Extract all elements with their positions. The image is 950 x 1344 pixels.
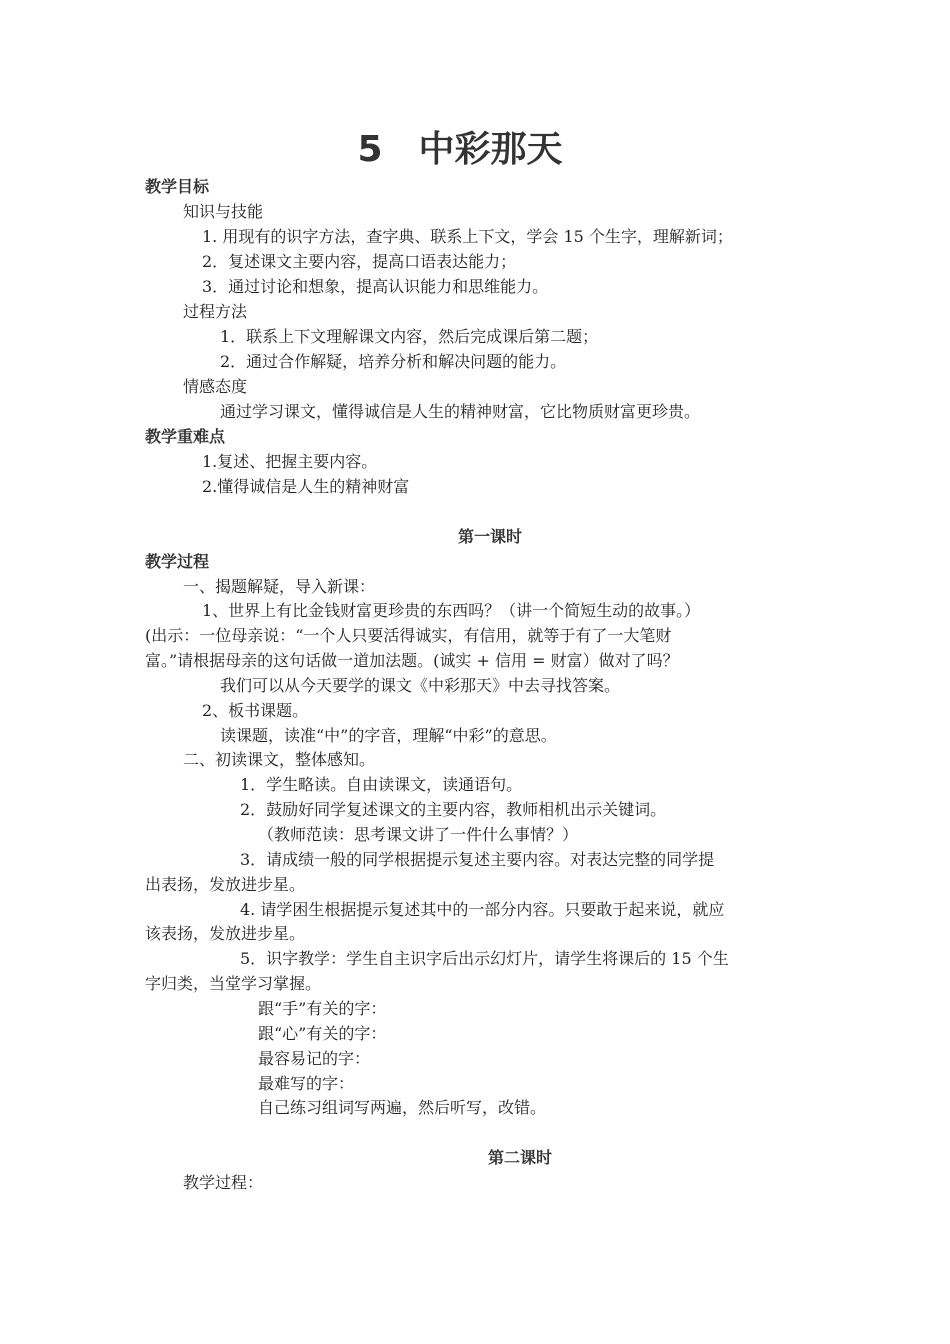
section-two-item-2-line-2: （教师范读：思考课文讲了一件什么事情？） — [258, 825, 579, 844]
section-two-item-3-line-2: 出表扬，发放进步星。 — [145, 875, 306, 894]
process-item-1: 1．联系上下文理解课文内容，然后完成课后第二题； — [220, 327, 599, 346]
process-item-2: 2．通过合作解疑，培养分析和解决问题的能力。 — [220, 352, 567, 371]
goals-heading: 教学目标 — [145, 177, 210, 196]
section-two-item-3: 3．请成绩一般的同学根据提示复述主要内容。对表达完整的同学提 — [240, 850, 715, 869]
knowledge-skills-heading: 知识与技能 — [183, 202, 264, 221]
char-group-easy: 最容易记的字： — [258, 1049, 371, 1068]
section-one-item-1-line-4: 我们可以从今天要学的课文《中彩那天》中去寻找答案。 — [220, 676, 621, 695]
section-two-item-5: 5．识字教学：学生自主识字后出示幻灯片，请学生将课后的 15 个生 — [240, 949, 729, 968]
key-point-1: 1.复述、把握主要内容。 — [202, 452, 378, 471]
lesson-two-process-label: 教学过程： — [183, 1173, 264, 1192]
knowledge-item-2: 2．复述课文主要内容，提高口语表达能力； — [202, 252, 517, 271]
key-point-2: 2.懂得诚信是人生的精神财富 — [202, 477, 410, 496]
knowledge-item-1: 1. 用现有的识字方法，查字典、联系上下文，学会 15 个生字，理解新词； — [202, 227, 733, 246]
section-one-item-2: 2、板书课题。 — [202, 701, 309, 720]
char-group-hand: 跟“手”有关的字： — [258, 999, 387, 1018]
section-one-item-1-line-3: 富。”请根据母亲的这句话做一道加法题。(诚实 + 信用 = 财富）做对了吗？ — [145, 651, 679, 670]
page-title: 5 中彩那天 — [357, 129, 563, 170]
section-one-item-1-line-2: (出示：一位母亲说：“一个人只要活得诚实，有信用，就等于有了一大笔财 — [145, 626, 672, 645]
key-points-heading: 教学重难点 — [145, 427, 226, 446]
char-group-heart: 跟“心”有关的字： — [258, 1024, 387, 1043]
section-one-item-2-line-2: 读课题，读准“中”的字音，理解“中彩”的意思。 — [220, 726, 557, 745]
char-group-hard: 最难写的字： — [258, 1074, 355, 1093]
section-two-heading: 二、初读课文，整体感知。 — [183, 750, 376, 769]
attitude-item: 通过学习课文，懂得诚信是人生的精神财富，它比物质财富更珍贵。 — [220, 402, 701, 421]
section-two-item-5-line-2: 字归类，当堂学习掌握。 — [145, 974, 322, 993]
lesson-two-heading: 第二课时 — [488, 1148, 553, 1167]
section-two-item-2: 2．鼓励好同学复述课文的主要内容，教师相机出示关键词。 — [240, 800, 667, 819]
practice-instruction: 自己练习组词写两遍，然后听写，改错。 — [258, 1098, 547, 1117]
section-one-item-1: 1、世界上有比金钱财富更珍贵的东西吗？（讲一个简短生动的故事。） — [202, 601, 701, 620]
knowledge-item-3: 3．通过讨论和想象，提高认识能力和思维能力。 — [202, 277, 549, 296]
lesson-one-heading: 第一课时 — [457, 527, 522, 546]
process-method-heading: 过程方法 — [183, 302, 248, 321]
section-one-heading: 一、揭题解疑，导入新课： — [183, 577, 376, 596]
attitude-heading: 情感态度 — [183, 377, 248, 396]
section-two-item-4-line-2: 该表扬，发放进步星。 — [145, 924, 306, 943]
section-two-item-4: 4. 请学困生根据提示复述其中的一部分内容。只要敢于起来说，就应 — [240, 900, 725, 919]
section-two-item-1: 1．学生略读。自由读课文，读通语句。 — [240, 775, 523, 794]
teaching-process-heading: 教学过程 — [145, 552, 210, 571]
